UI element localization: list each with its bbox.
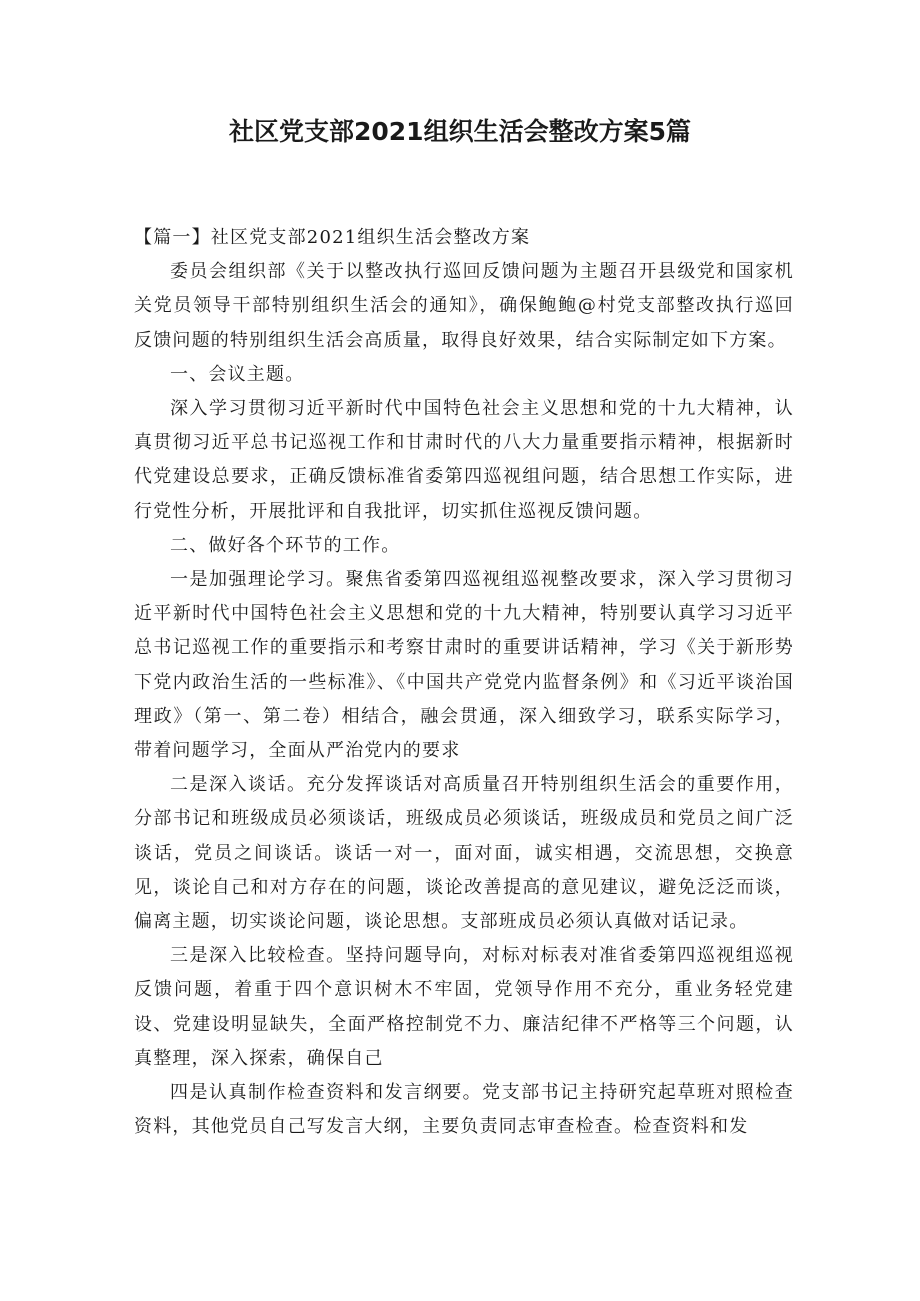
paragraph-heading-work-steps: 二、做好各个环节的工作。 [170,534,401,556]
paragraph-comparison-check: 三是深入比较检查。坚持问题导向，对标对标表对准省委第四巡视组巡视反馈问题，着重于四个意识树木不牢固，党领导作用不充分，重业务轻党建设、党建设明显缺失，全面严格控制党不力、廉洁纪律不严格等三个问题，认真整理，深入探索，确保自己 [134,945,794,1069]
paragraph-intro: 委员会组织部《关于以整改执行巡回反馈问题为主题召开县级党和国家机关党员领导干部特别组织生活会的通知》，确保鲍鲍@村党支部整改执行巡回反馈问题的特别组织生活会高质量，取得良好效果，结合实际制定如下方案。 [134,261,794,351]
section-heading: 【篇一】社区党支部2021组织生活会整改方案 [134,227,531,248]
paragraph-materials: 四是认真制作检查资料和发言纲要。党支部书记主持研究起草班对照检查资料，其他党员自己写发言大纲，主要负责同志审查检查。检查资料和发 [134,1082,794,1138]
document-body [134,221,794,1144]
paragraph-meeting-theme: 深入学习贯彻习近平新时代中国特色社会主义思想和党的十九大精神，认真贯彻习近平总书记巡视工作和甘肃时代的八大力量重要指示精神，根据新时代党建设总要求，正确反馈标准省委第四巡视组问题，结合思想工作实际，进行党性分析，开展批评和自我批评，切实抓住巡视反馈问题。 [134,398,794,522]
paragraph-theory-study: 一是加强理论学习。聚焦省委第四巡视组巡视整改要求，深入学习贯彻习近平新时代中国特色社会主义思想和党的十九大精神，特别要认真学习习近平总书记巡视工作的重要指示和考察甘肃时的重要讲话精神，学习《关于新形势下党内政治生活的一些标准》、《中国共产党党内监督条例》和《习近平谈治国理政》（第一、第二卷）相结合，融会贯通，深入细致学习，联系实际学习，带着问题学习，全面从严治党内的要求 [134,569,794,762]
paragraph-heading-meeting-theme: 一、会议主题。 [170,363,305,385]
paragraph-talks: 二是深入谈话。充分发挥谈话对高质量召开特别组织生活会的重要作用，分部书记和班级成员必须谈话，班级成员必须谈话，班级成员和党员之间广泛谈话，党员之间谈话。谈话一对一，面对面，诚实相遇，交流思想，交换意见，谈论自己和对方存在的问题，谈论改善提高的意见建议，避免泛泛而谈，偏离主题，切实谈论问题，谈论思想。支部班成员必须认真做对话记录。 [134,774,794,933]
document-title: 社区党支部2021组织生活会整改方案5篇 [229,117,691,146]
